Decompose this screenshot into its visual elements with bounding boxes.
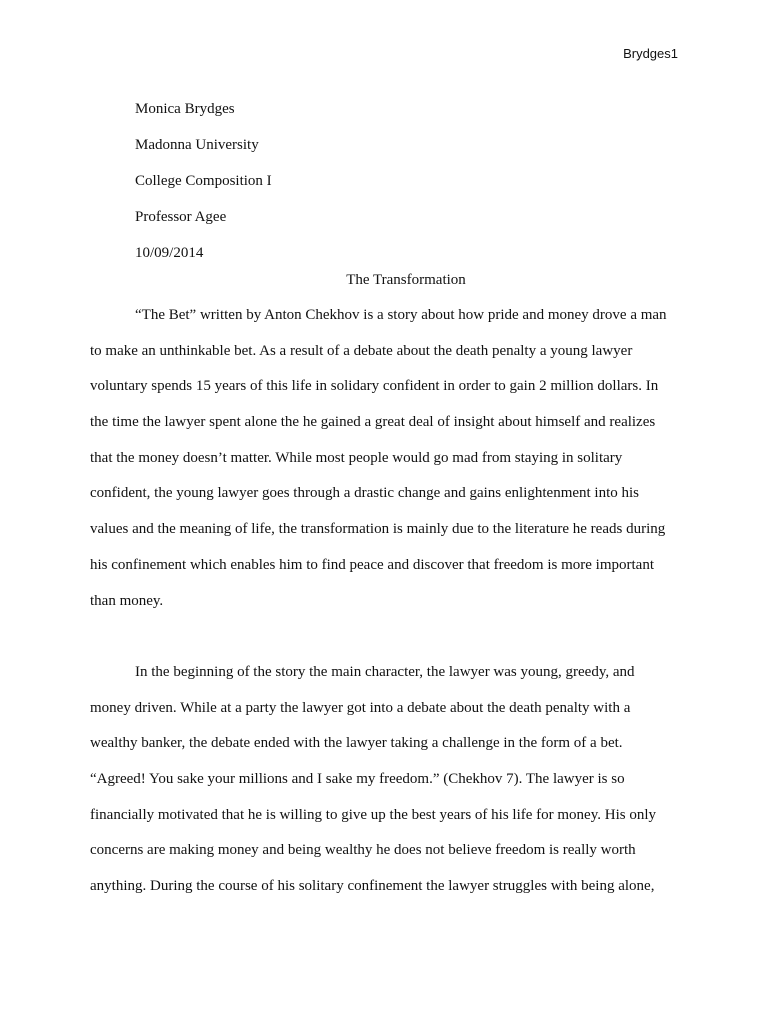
paragraph-line: money driven. While at a party the lawyer got into a debate about the death penalty with a xyxy=(90,699,631,716)
essay-title: The Transformation xyxy=(346,272,466,288)
paragraph-line: than money. xyxy=(90,592,164,609)
paragraph-line: to make an unthinkable bet. As a result of a debate about the death penalty a young lawyer xyxy=(90,342,633,359)
course-name: College Composition I xyxy=(135,173,272,189)
paragraph-2 xyxy=(90,655,690,905)
paragraph-line: anything. During the course of his solitary confinement the lawyer struggles with being alone, xyxy=(90,878,655,895)
paragraph-line: “The Bet” written by Anton Chekhov is a story about how pride and money drove a man xyxy=(135,307,667,323)
professor-name: Professor Agee xyxy=(135,209,227,225)
paragraph-line: the time the lawyer spent alone the he gained a great deal of insight about himself and realizes xyxy=(90,414,656,431)
running-head: Brydges1 xyxy=(623,46,678,61)
paragraph-line: In the beginning of the story the main character, the lawyer was young, greedy, and xyxy=(135,664,635,680)
heading-block xyxy=(135,91,695,271)
author-name: Monica Brydges xyxy=(135,101,235,117)
paragraph-line: wealthy banker, the debate ended with the lawyer taking a challenge in the form of a bet. xyxy=(90,735,623,752)
paragraph-line: values and the meaning of life, the transformation is mainly due to the literature he reads during xyxy=(90,521,666,538)
paragraph-1 xyxy=(90,298,690,619)
paragraph-line: that the money doesn’t matter. While most people would go mad from staying in solitary xyxy=(90,449,623,466)
essay-date: 10/09/2014 xyxy=(135,245,204,261)
paragraph-line: his confinement which enables him to find peace and discover that freedom is more important xyxy=(90,556,654,573)
paragraph-line: confident, the young lawyer goes through a drastic change and gains enlightenment into his xyxy=(90,485,640,502)
paragraph-line: concerns are making money and being wealthy he does not believe freedom is really worth xyxy=(90,842,636,859)
paragraph-line: “Agreed! You sake your millions and I sake my freedom.” (Chekhov 7). The lawyer is so xyxy=(90,771,625,788)
paragraph-line: financially motivated that he is willing to give up the best years of his life for money. His only xyxy=(90,806,656,823)
paragraph-line: voluntary spends 15 years of this life in solidary confident in order to gain 2 million dollars. In xyxy=(90,378,659,395)
institution-name: Madonna University xyxy=(135,137,259,153)
